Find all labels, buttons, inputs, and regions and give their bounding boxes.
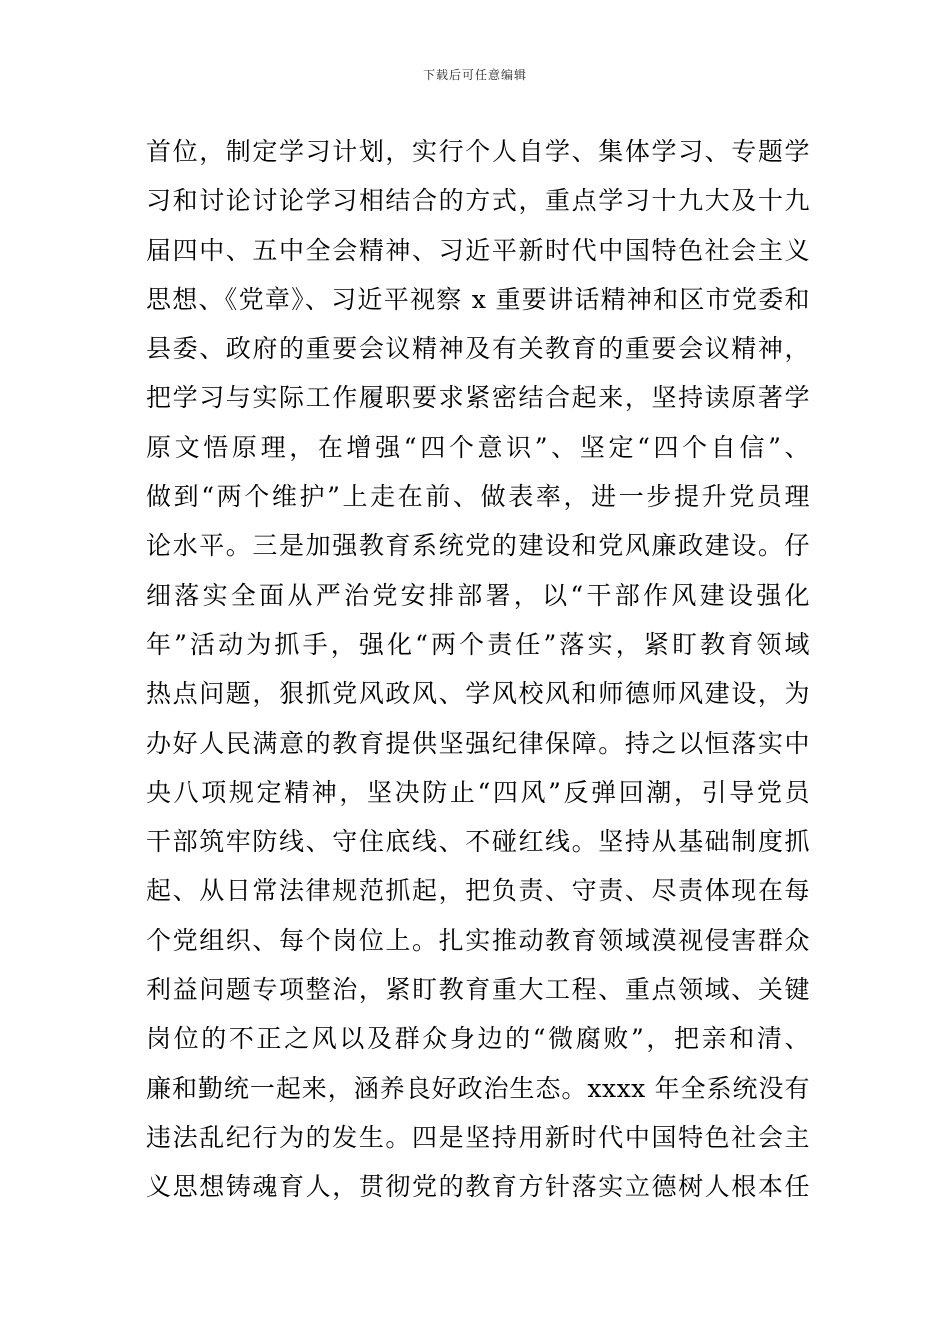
text-line: 习和讨论讨论学习相结合的方式，重点学习十九大及十九 [146,186,810,216]
text-line: 把学习与实际工作履职要求紧密结合起来，坚持读原著学 [146,383,810,413]
header-note: 下载后可任意编辑 [422,68,527,82]
text-line: 岗位的不正之风以及群众身边的“微腐败”，把亲和清、 [146,1024,810,1054]
text-line: 个党组织、每个岗位上。扎实推动教育领域漠视侵害群众 [146,925,810,955]
text-line: 义思想铸魂育人，贯彻党的教育方针落实立德树人根本任 [146,1172,810,1202]
text-line: 细落实全面从严治党安排部署，以“干部作风建设强化 [146,580,810,610]
text-line: 热点问题，狠抓党风政风、学风校风和师德师风建设，为 [146,679,810,709]
text-line: 论水平。三是加强教育系统党的建设和党风廉政建设。仔 [146,531,810,561]
text-line: 违法乱纪行为的发生。四是坚持用新时代中国特色社会主 [146,1122,810,1152]
text-line: 利益问题专项整治，紧盯教育重大工程、重点领域、关键 [146,975,810,1005]
text-line: 干部筑牢防线、守住底线、不碰红线。坚持从基础制度抓 [146,827,810,857]
body-text [146,127,810,1212]
text-line: 首位，制定学习计划，实行个人自学、集体学习、专题学 [146,137,810,166]
text-line: 廉和勤统一起来，涵养良好政治生态。xxxx 年全系统没有 [146,1073,810,1103]
text-line: 年”活动为抓手，强化“两个责任”落实，紧盯教育领域 [146,629,810,659]
text-line: 原文悟原理，在增强“四个意识”、坚定“四个自信”、 [146,432,810,462]
text-line: 央八项规定精神，坚决防止“四风”反弹回潮，引导党员 [146,777,810,807]
text-line: 起、从日常法律规范抓起，把负责、守责、尽责体现在每 [146,876,810,906]
text-line: 办好人民满意的教育提供坚强纪律保障。持之以恒落实中 [146,728,810,758]
text-line: 思想、《党章》、习近平视察 x 重要讲话精神和区市党委和 [146,284,810,314]
text-line: 县委、政府的重要会议精神及有关教育的重要会议精神， [146,334,810,364]
text-line: 届四中、五中全会精神、习近平新时代中国特色社会主义 [146,235,810,265]
text-line: 做到“两个维护”上走在前、做表率，进一步提升党员理 [146,482,810,512]
